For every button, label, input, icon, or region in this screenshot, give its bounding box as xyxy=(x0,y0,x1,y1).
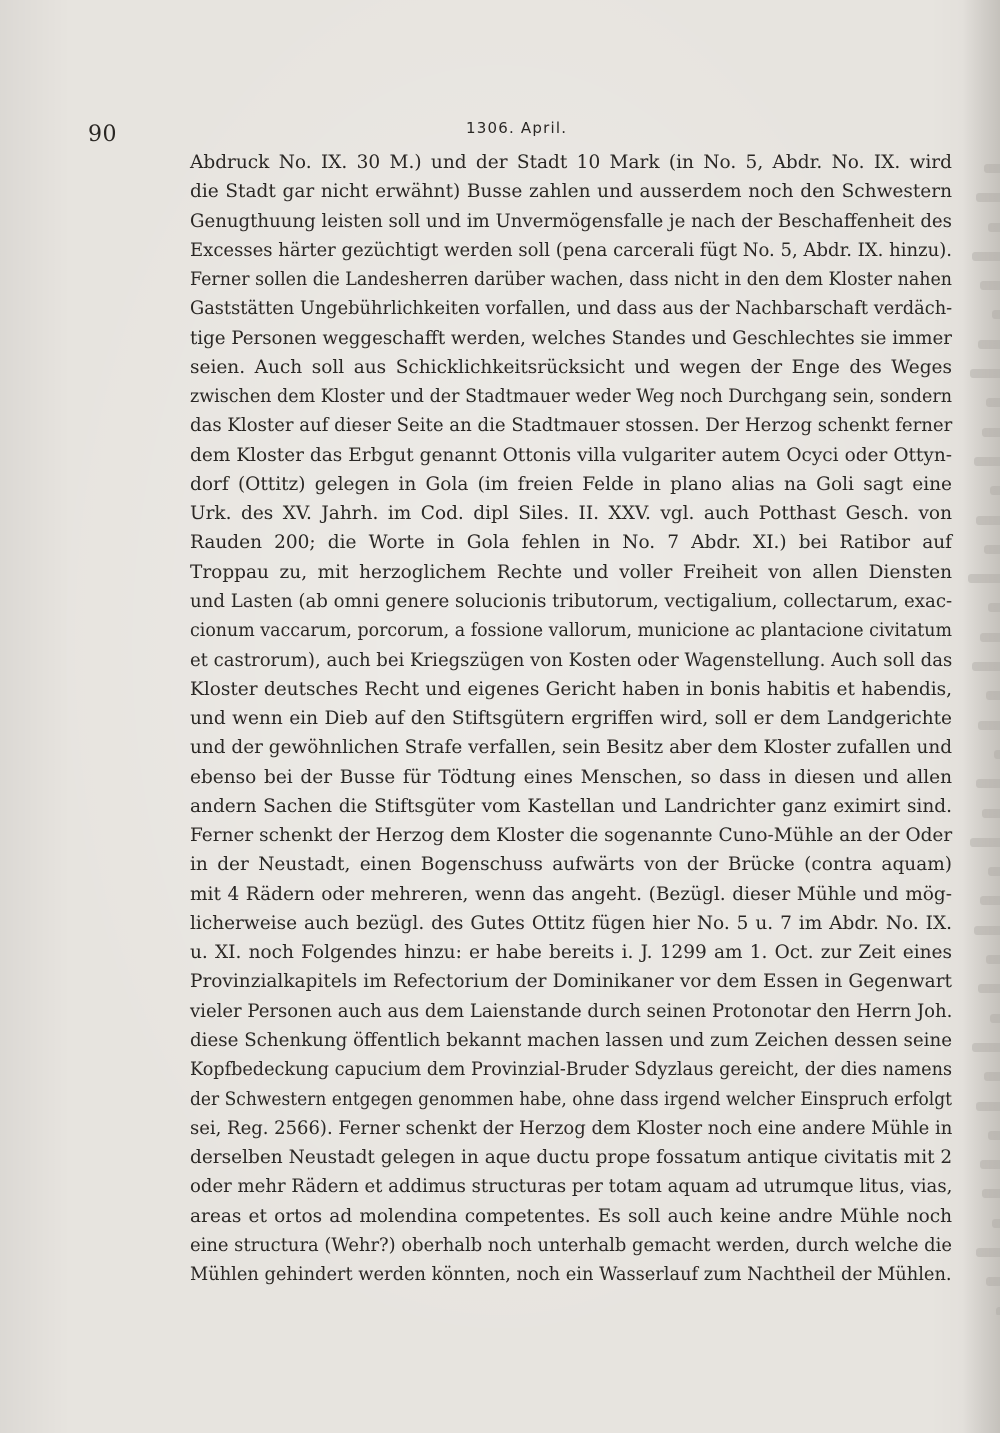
text-line: Rauden 200; die Worte in Gola fehlen in No. 7 Abdr. XI.) bei Ratibor auf xyxy=(190,532,952,554)
text-line: eine structura (Wehr?) oberhalb noch unterhalb gemacht werden, durch welche die xyxy=(190,1234,952,1256)
running-head: 1306. April. xyxy=(466,119,568,137)
text-line: Provinzialkapitels im Refectorium der Dominikaner vor dem Essen in Gegenwart xyxy=(190,971,952,993)
text-line: und Lasten (ab omni genere solucionis tributorum, vectigalium, collectarum, exac- xyxy=(190,590,953,612)
text-line: vieler Personen auch aus dem Laienstande durch seinen Protonotar den Herrn Joh. xyxy=(190,1000,953,1022)
text-line: Ferner sollen die Landesherren darüber wachen, dass nicht in den dem Kloster nahen xyxy=(190,269,952,291)
body-text xyxy=(190,148,952,1289)
text-line: zwischen dem Kloster und der Stadtmauer weder Weg noch Durchgang sein, sondern xyxy=(190,386,952,408)
text-line: dorf (Ottitz) gelegen in Gola (im freien Felde in plano alias na Goli sagt eine xyxy=(190,473,952,495)
text-line: Kopfbedeckung capucium dem Provinzial-Bruder Sdyzlaus gereicht, der dies namens xyxy=(190,1059,952,1081)
text-line: die Stadt gar nicht erwähnt) Busse zahlen und ausserdem noch den Schwestern xyxy=(190,181,952,203)
page-number: 90 xyxy=(88,122,117,147)
text-line: und der gewöhnlichen Strafe verfallen, sein Besitz aber dem Kloster zufallen und xyxy=(190,737,953,759)
binding-shadow xyxy=(962,0,1000,1433)
text-line: und wenn ein Dieb auf den Stiftsgütern ergriffen wird, soll er dem Landgerichte xyxy=(190,708,952,730)
text-line: et castrorum), auch bei Kriegszügen von Kosten oder Wagenstellung. Auch soll das xyxy=(190,649,953,671)
text-line: sei, Reg. 2566). Ferner schenkt der Herzog dem Kloster noch eine andere Mühle in xyxy=(190,1117,953,1139)
text-line: ebenso bei der Busse für Tödtung eines Menschen, so dass in diesen und allen xyxy=(190,766,952,788)
text-line: Abdruck No. IX. 30 M.) und der Stadt 10 Mark (in No. 5, Abdr. No. IX. wird xyxy=(190,152,952,173)
text-line: Excesses härter gezüchtigt werden soll (pena carcerali fügt No. 5, Abdr. IX. hinzu). xyxy=(190,239,952,261)
text-line: areas et ortos ad molendina competentes. Es soll auch keine andre Mühle noch xyxy=(190,1205,952,1227)
text-line: diese Schenkung öffentlich bekannt machen lassen und zum Zeichen dessen seine xyxy=(190,1029,953,1051)
text-line: mit 4 Rädern oder mehreren, wenn das angeht. (Bezügl. dieser Mühle und mög- xyxy=(190,883,952,905)
text-line: seien. Auch soll aus Schicklichkeitsrücksicht und wegen der Enge des Weges xyxy=(190,356,952,378)
text-line: andern Sachen die Stiftsgüter vom Kastellan und Landrichter ganz eximirt sind. xyxy=(190,795,952,817)
text-line: Ferner schenkt der Herzog dem Kloster die sogenannte Cuno-Mühle an der Oder xyxy=(190,825,953,847)
text-line: Troppau zu, mit herzoglichem Rechte und voller Freiheit von allen Diensten xyxy=(190,561,952,583)
text-line: der Schwestern entgegen genommen habe, ohne dass irgend welcher Einspruch erfolgt xyxy=(190,1088,952,1110)
text-line: tige Personen weggeschafft werden, welches Standes und Geschlechtes sie immer xyxy=(190,327,952,349)
text-line: Genugthuung leisten soll und im Unvermögensfalle je nach der Beschaffenheit des xyxy=(190,210,952,232)
text-line: derselben Neustadt gelegen in aque ductu prope fossatum antique civitatis mit 2 xyxy=(190,1147,953,1169)
text-line: Gaststätten Ungebührlichkeiten vorfallen, und dass aus der Nachbarschaft verdäch- xyxy=(190,298,953,320)
text-line: Mühlen gehindert werden könnten, noch ein Wasserlauf zum Nachtheil der Mühlen. xyxy=(190,1264,952,1286)
text-line: u. XI. noch Folgendes hinzu: er habe bereits i. J. 1299 am 1. Oct. zur Zeit eines xyxy=(190,942,952,964)
text-line: in der Neustadt, einen Bogenschuss aufwärts von der Brücke (contra aquam) xyxy=(190,854,952,876)
text-line: das Kloster auf dieser Seite an die Stadtmauer stossen. Der Herzog schenkt ferner xyxy=(190,415,953,437)
text-line: dem Kloster das Erbgut genannt Ottonis villa vulgariter autem Ocyci oder Ottyn- xyxy=(190,444,952,466)
text-line: Urk. des XV. Jahrh. im Cod. dipl Siles. II. XXV. vgl. auch Potthast Gesch. von xyxy=(190,503,952,525)
text-line: cionum vaccarum, porcorum, a fossione vallorum, municione ac plantacione civitatum xyxy=(190,620,952,642)
text-line: Kloster deutsches Recht und eigenes Gericht haben in bonis habitis et habendis, xyxy=(190,678,952,700)
text-line: oder mehr Rädern et addimus structuras per totam aquam ad utrumque litus, vias, xyxy=(190,1176,953,1198)
text-line: licherweise auch bezügl. des Gutes Ottitz fügen hier No. 5 u. 7 im Abdr. No. IX. xyxy=(190,912,952,934)
